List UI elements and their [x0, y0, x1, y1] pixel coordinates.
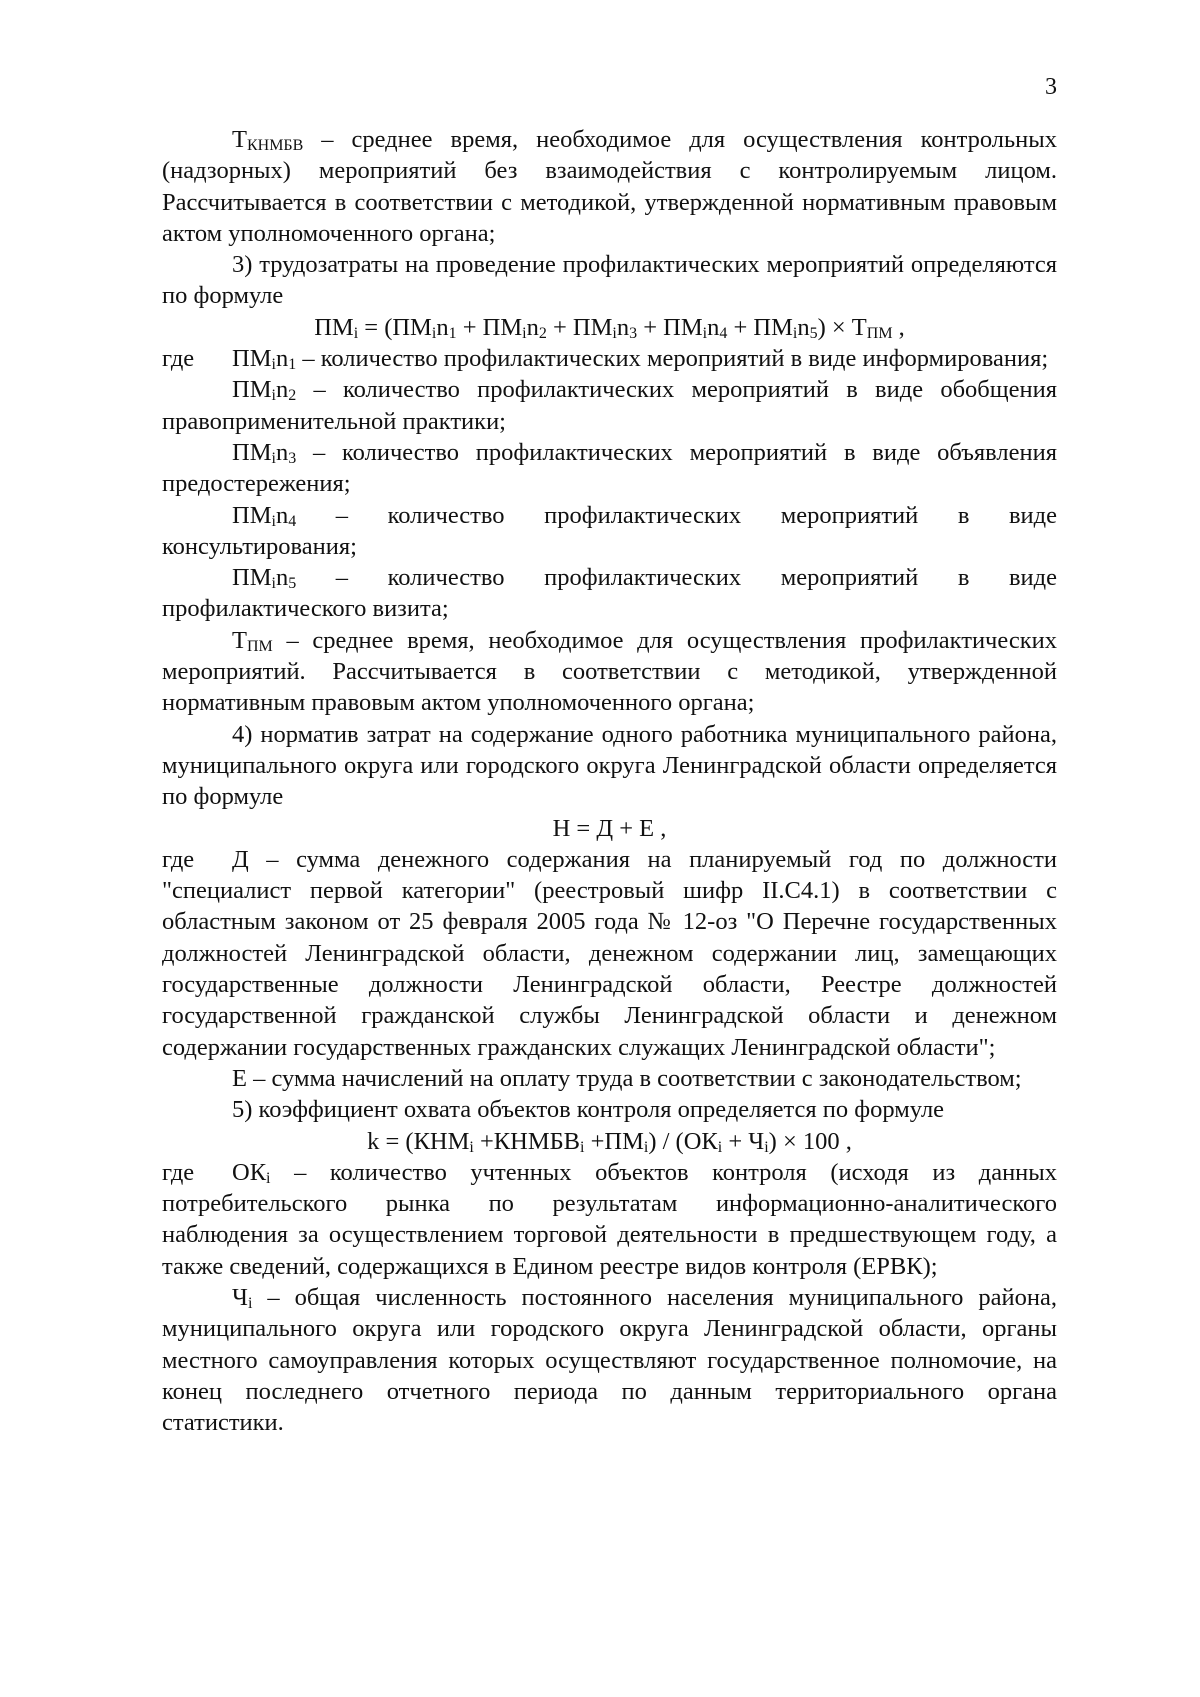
paragraph-tknmbv: $Т_{КНМБВ}$ – среднее время, необходимое для осуществления контрольных (надзорных) мероприятий без взаимодействия с контролируемым лицом. Рассчитывается в соответствии с методикой, утвержденной нормативным правовым актом уполномоченного органа; [162, 126, 1057, 247]
paragraph-item-5: 5) коэффициент охвата объектов контроля определяется по формуле [232, 1096, 945, 1124]
paragraph-item-3: 3) трудозатраты на проведение профилактических мероприятий определяются по формуле [162, 251, 1057, 310]
where-label: где [162, 1158, 195, 1186]
paragraph-ch: $Ч_i$ – общая численность постоянного населения муниципального района, муниципального округа или городского округа Ленинградской области, органы местного самоуправления которых осуществляют государственное полномочие, на конец последнего отчетного периода по данным территориального органа статистики. [162, 1283, 1057, 1437]
paragraph-ok [162, 1157, 1057, 1282]
where-label: где [162, 845, 195, 873]
ok-text: $ОК_i$ – количество учтенных объектов контроля (исходя из данных потребительского рынка по результатам информационно-аналитического наблюдения за осуществлением торговой деятельности в предшествующем году, а также сведений, содержащихся в Едином реестре видов контроля (ЕРВК); [162, 1158, 1057, 1280]
paragraph-pm-n1 [162, 343, 1057, 374]
paragraph-e: Е – сумма начислений на оплату труда в соответствии с законодательством; [232, 1064, 1022, 1092]
formula-pm: $ПМ_i = (ПМ_in_1 + ПМ_in_2 + ПМ_in_3 + ПМ_in_4 + ПМ_in_5) \times Т_{ПМ}$ , [314, 313, 905, 342]
document-body [162, 124, 1057, 1438]
page-number: 3 [1045, 74, 1057, 100]
paragraph-d [162, 844, 1057, 1063]
pm-n1-text: $ПМ_in_1$ – количество профилактических мероприятий в виде информирования; [232, 345, 1049, 374]
paragraph-item-4: 4) норматив затрат на содержание одного работника муниципального района, муниципального округа или городского округа Ленинградской области определяется по формуле [162, 720, 1057, 811]
formula-k: $k = (КНМ_i$ $+КНМБВ_i +ПМ_i) / (ОК_i + Ч_i) \times 100$ , [367, 1127, 852, 1156]
d-text: Д – сумма денежного содержания на планируемый год по должности "специалист первой категории" (реестровый шифр II.С4.1) в соответствии с областным законом от 25 февраля 2005 года № 12-оз "О Перечне государственных должностей Ленинградской области, денежном содержании лиц, замещающих государственные должности Ленинградской области, Реестре должностей государственной гражданской службы Ленинградской области и денежном содержании государственных гражданских служащих Ленинградской области"; [162, 845, 1057, 1061]
paragraph-pm-n4: $ПМ_in_4$ – количество профилактических мероприятий в виде консультирования; [162, 501, 1057, 560]
paragraph-pm-n2: $ПМ_in_2$ – количество профилактических мероприятий в виде обобщения правоприменительной практики; [162, 376, 1057, 435]
where-label: где [162, 345, 195, 373]
paragraph-tpm: $Т_{ПМ}$ – среднее время, необходимое для осуществления профилактических мероприятий. Рассчитывается в соответствии с методикой, утвержденной нормативным правовым актом уполномоченного органа; [162, 626, 1057, 717]
formula-n: Н = Д + Е , [552, 814, 667, 842]
paragraph-pm-n5: $ПМ_in_5$ – количество профилактических мероприятий в виде профилактического визита; [162, 564, 1057, 623]
paragraph-pm-n3: $ПМ_in_3$ – количество профилактических мероприятий в виде объявления предостережения; [162, 438, 1057, 498]
